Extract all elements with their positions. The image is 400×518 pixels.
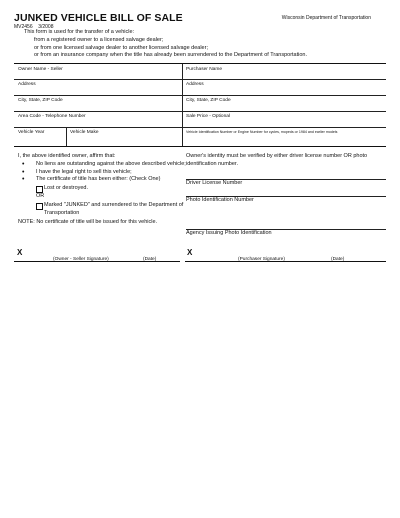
table-row (14, 64, 386, 80)
table-row (14, 79, 386, 96)
vin-field[interactable] (182, 127, 386, 146)
telephone-field[interactable] (14, 111, 182, 127)
purchaser-name-field[interactable] (182, 64, 386, 79)
junked-option[interactable] (18, 202, 188, 218)
form-revision-date: 3/2008 (38, 24, 54, 30)
lost-destroyed-checkbox[interactable] (36, 186, 43, 193)
seller-address-field[interactable] (14, 79, 182, 95)
seller-city-label: City, State, ZIP Code (18, 98, 63, 103)
seller-address-label: Address (18, 82, 36, 87)
bullet-icon: • (22, 160, 25, 168)
intro-item: or from one licensed salvage dealer to another licensed salvage dealer; (34, 44, 208, 51)
intro-lead: This form is used for the transfer of a vehicle: (24, 29, 135, 35)
verification-text: Owner's identity must be verified by either driver license number OR photo identification number. (186, 153, 368, 167)
vehicle-year-field[interactable] (14, 127, 66, 146)
vehicle-year-label: Vehicle Year (18, 130, 45, 135)
purchaser-city-field[interactable] (182, 95, 386, 111)
photo-id-label: Photo Identification Number (186, 197, 254, 203)
vehicle-make-label: Vehicle Make (70, 130, 99, 135)
bullet-icon: • (22, 176, 25, 184)
seller-sign-mark: X (17, 248, 23, 257)
sale-price-field[interactable] (182, 111, 386, 127)
bullet-icon: • (22, 168, 25, 176)
table-row (14, 95, 386, 112)
purchaser-signature-field[interactable] (185, 251, 386, 262)
junked-checkbox[interactable] (36, 203, 43, 210)
title-note: NOTE: No certificate of title will be issued for this vehicle. (18, 219, 158, 226)
info-table (14, 63, 386, 147)
list-item (18, 161, 188, 169)
column-divider (182, 95, 183, 111)
column-divider (182, 64, 183, 79)
bullet-text: No liens are outstanding against the above described vehicle; (36, 160, 186, 167)
seller-date-caption: (Date) (143, 257, 157, 262)
affirmation-section (18, 153, 188, 227)
table-row (14, 127, 386, 146)
affirm-lead: I, the above identified owner, affirm that: (18, 153, 116, 159)
intro-item: from a registered owner to a licensed salvage dealer; (34, 36, 164, 43)
column-divider (182, 127, 183, 146)
column-divider (182, 111, 183, 127)
table-row (14, 111, 386, 128)
owner-name-field[interactable] (14, 64, 182, 79)
bullet-text: I have the legal right to sell this vehicle; (36, 168, 132, 175)
department-name: Wisconsin Department of Transportation (281, 15, 371, 21)
owner-name-label: Owner Name - Seller (18, 67, 63, 72)
list-item (18, 169, 188, 177)
form-title: JUNKED VEHICLE BILL OF SALE (14, 12, 183, 24)
driver-license-label: Driver License Number (186, 180, 243, 186)
sale-price-label: Sale Price - Optional (186, 114, 230, 119)
intro-item: or from an insurance company when the title has already been surrendered to the Department of Transportation. (34, 52, 308, 59)
agency-label: Agency Issuing Photo Identification (186, 230, 272, 236)
lost-destroyed-option[interactable] (18, 185, 188, 193)
seller-signature-caption: (Owner - Seller Signature) (53, 257, 109, 262)
purchaser-address-field[interactable] (182, 79, 386, 95)
purchaser-date-caption: (Date) (331, 257, 345, 262)
vin-label: Vehicle Identification Number or Engine Number for cycles, mopeds or 1984 and earlier models (186, 130, 338, 134)
purchaser-sign-mark: X (187, 248, 193, 257)
seller-city-field[interactable] (14, 95, 182, 111)
purchaser-name-label: Purchaser Name (186, 67, 222, 72)
telephone-label: Area Code - Telephone Number (18, 114, 86, 119)
column-divider (66, 127, 67, 146)
option-label: Marked "JUNKED" and surrendered to the Department of Transportation (44, 201, 184, 216)
purchaser-address-label: Address (186, 82, 204, 87)
column-divider (182, 79, 183, 95)
intro-text (24, 29, 307, 60)
or-separator: OR (36, 192, 45, 199)
purchaser-city-label: City, State, ZIP Code (186, 98, 231, 103)
purchaser-signature-caption: (Purchaser Signature) (238, 257, 285, 262)
list-item (18, 176, 188, 184)
form-number-code: MV2456 (14, 24, 33, 30)
option-label: Lost or destroyed. (44, 185, 89, 192)
bullet-text: The certificate of title has been either: (Check One) (36, 176, 161, 183)
vehicle-make-field[interactable] (66, 127, 182, 146)
